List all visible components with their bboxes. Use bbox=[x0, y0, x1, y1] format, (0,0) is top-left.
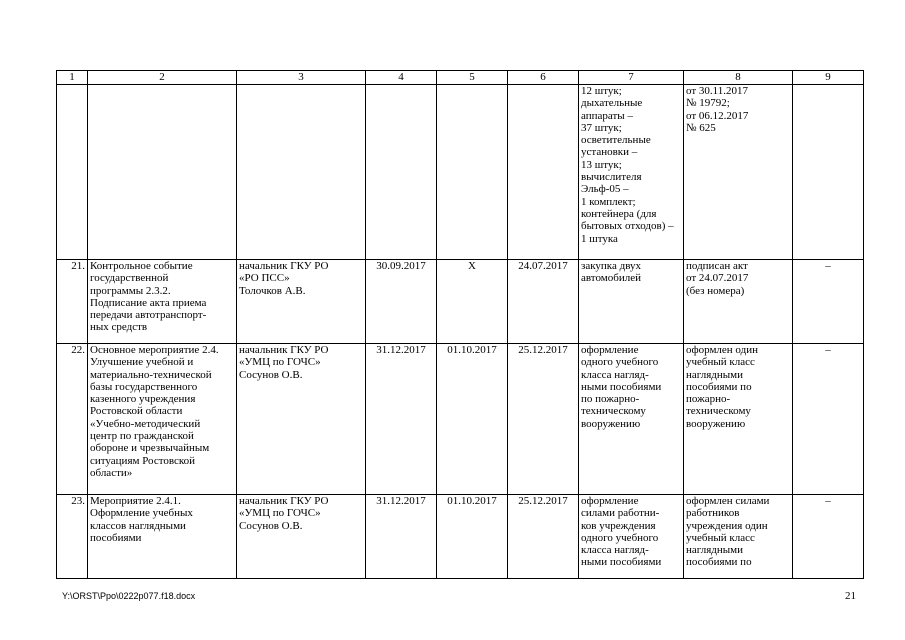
planned-result-cell: 12 штук; дыхательные аппараты – 37 штук; осветительные установки – 13 штук; вычислителя Эльф-05 – 1 комплект; контейнера (для бытовых отходов) – 1 штука bbox=[579, 85, 684, 260]
fact-end-date-cell: 25.12.2017 bbox=[508, 495, 579, 579]
fact-start-date-cell: X bbox=[437, 260, 508, 344]
column-header-3: 3 bbox=[237, 71, 366, 85]
column-header-4: 4 bbox=[366, 71, 437, 85]
plan-date-cell: 31.12.2017 bbox=[366, 495, 437, 579]
column-header-2: 2 bbox=[88, 71, 237, 85]
column-header-7: 7 bbox=[579, 71, 684, 85]
report-table bbox=[56, 70, 864, 579]
table-row bbox=[57, 85, 864, 260]
responsible-cell: начальник ГКУ РО «УМЦ по ГОЧС» Сосунов О.В. bbox=[237, 344, 366, 495]
event-name-cell: Мероприятие 2.4.1. Оформление учебных классов наглядными пособиями bbox=[88, 495, 237, 579]
row-number-cell: 22. bbox=[57, 344, 88, 495]
planned-result-cell: оформление силами работни- ков учреждения одного учебного класса нагляд- ными пособиями bbox=[579, 495, 684, 579]
column-header-5: 5 bbox=[437, 71, 508, 85]
fact-start-date-cell bbox=[437, 85, 508, 260]
planned-result-cell: закупка двух автомобилей bbox=[579, 260, 684, 344]
header-row bbox=[57, 71, 864, 85]
column-header-6: 6 bbox=[508, 71, 579, 85]
actual-result-cell: от 30.11.2017 № 19792; от 06.12.2017 № 625 bbox=[684, 85, 793, 260]
fact-start-date-cell: 01.10.2017 bbox=[437, 495, 508, 579]
responsible-cell: начальник ГКУ РО «РО ПСС» Толочков А.В. bbox=[237, 260, 366, 344]
table-row bbox=[57, 495, 864, 579]
file-path: Y:\ORST\Ppo\0222p077.f18.docx bbox=[62, 591, 196, 601]
event-name-cell: Основное мероприятие 2.4. Улучшение учебной и материально-технической базы государственного казенного учреждения Ростовской области «Учебно-методический центр по гражданской обороне и чрезвычайным ситуациям Ростовской области» bbox=[88, 344, 237, 495]
plan-date-cell bbox=[366, 85, 437, 260]
column-header-8: 8 bbox=[684, 71, 793, 85]
responsible-cell bbox=[237, 85, 366, 260]
reasons-cell: – bbox=[793, 344, 864, 495]
row-number-cell: 23. bbox=[57, 495, 88, 579]
reasons-cell bbox=[793, 85, 864, 260]
page-number: 21 bbox=[845, 590, 856, 602]
actual-result-cell: оформлен силами работников учреждения один учебный класс наглядными пособиями по bbox=[684, 495, 793, 579]
row-number-cell bbox=[57, 85, 88, 260]
actual-result-cell: оформлен один учебный класс наглядными пособиями по пожарно- техническому вооружению bbox=[684, 344, 793, 495]
column-header-9: 9 bbox=[793, 71, 864, 85]
planned-result-cell: оформление одного учебного класса нагляд- ными пособиями по пожарно- техническому вооружению bbox=[579, 344, 684, 495]
row-number-cell: 21. bbox=[57, 260, 88, 344]
plan-date-cell: 30.09.2017 bbox=[366, 260, 437, 344]
event-name-cell bbox=[88, 85, 237, 260]
fact-end-date-cell bbox=[508, 85, 579, 260]
actual-result-cell: подписан акт от 24.07.2017 (без номера) bbox=[684, 260, 793, 344]
fact-end-date-cell: 25.12.2017 bbox=[508, 344, 579, 495]
column-header-1: 1 bbox=[57, 71, 88, 85]
responsible-cell: начальник ГКУ РО «УМЦ по ГОЧС» Сосунов О.В. bbox=[237, 495, 366, 579]
reasons-cell: – bbox=[793, 260, 864, 344]
table-row bbox=[57, 260, 864, 344]
table-row bbox=[57, 344, 864, 495]
fact-start-date-cell: 01.10.2017 bbox=[437, 344, 508, 495]
fact-end-date-cell: 24.07.2017 bbox=[508, 260, 579, 344]
reasons-cell: – bbox=[793, 495, 864, 579]
plan-date-cell: 31.12.2017 bbox=[366, 344, 437, 495]
event-name-cell: Контрольное событие государственной программы 2.3.2. Подписание акта приема передачи автотранспорт- ных средств bbox=[88, 260, 237, 344]
